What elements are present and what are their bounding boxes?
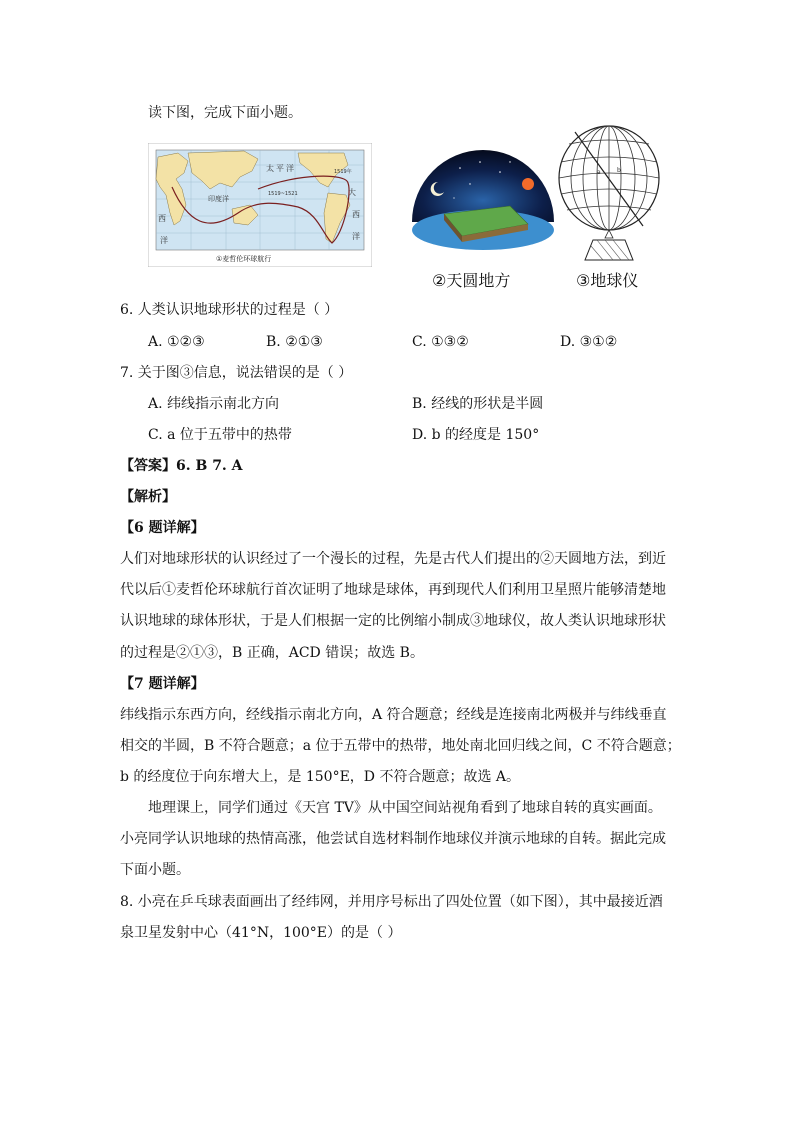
map-label-atlantic-2: 西 xyxy=(352,210,360,219)
map-label-year-a: 1519年 xyxy=(334,169,352,175)
q6-stem: 6. 人类认识地球形状的过程是（ ） xyxy=(120,302,339,318)
q6-option-a: A. ①②③ xyxy=(148,334,205,350)
q6-detail-title: 【6 题详解】 xyxy=(120,520,205,536)
q7-detail-line: b 的经度位于向东增大上，是 150°E，D 不符合题意；故选 A。 xyxy=(120,769,521,785)
heaven-earth-illustration xyxy=(410,144,556,262)
map-label-atlantic-1: 大 xyxy=(348,188,356,197)
map-label-west-2: 洋 xyxy=(160,236,168,245)
globe-illustration xyxy=(555,122,663,266)
heaven-earth-caption: ②天圆地方 xyxy=(432,271,511,290)
intro-text: 读下图，完成下面小题。 xyxy=(148,105,302,121)
q7-option-b: B. 经线的形状是半圆 xyxy=(412,396,544,412)
globe-caption: ③地球仪 xyxy=(576,271,639,290)
magellan-map xyxy=(148,143,372,267)
q7-detail-line: 纬线指示东西方向，经线指示南北方向，A 符合题意；经线是连接南北两极并与纬线垂直 xyxy=(120,707,667,723)
passage-line: 地理课上，同学们通过《天宫 TV》从中国空间站视角看到了地球自转的真实画面。 xyxy=(148,800,662,816)
q8-stem-line: 泉卫星发射中心（41°N，100°E）的是（ ） xyxy=(120,925,402,941)
q6-detail-line: 认识地球的球体形状，于是人们根据一定的比例缩小制成③地球仪，故人类认识地球形状 xyxy=(120,613,666,629)
map-label-indian: 印度洋 xyxy=(208,195,229,203)
map-label-year-b: 1519~1521 xyxy=(268,191,298,197)
map-label-west-1: 西 xyxy=(158,214,166,223)
passage-line: 小亮同学认识地球的热情高涨，他尝试自选材料制作地球仪并演示地球的自转。据此完成 xyxy=(120,831,666,847)
q7-detail-line: 相交的半圆，B 不符合题意；a 位于五带中的热带，地处南北回归线之间，C 不符合题意； xyxy=(120,738,681,754)
q7-option-c: C. a 位于五带中的热带 xyxy=(148,427,292,443)
q7-option-d: D. b 的经度是 150° xyxy=(412,427,540,443)
q8-stem-line: 8. 小亮在乒乓球表面画出了经纬网，并用序号标出了四处位置（如下图），其中最接近酒 xyxy=(120,894,663,910)
q6-detail-line: 代以后①麦哲伦环球航行首次证明了地球是球体，再到现代人们利用卫星照片能够清楚地 xyxy=(120,582,666,598)
q6-option-d: D. ③①② xyxy=(560,334,618,350)
map-label-pacific-3: 洋 xyxy=(286,164,294,173)
map-label-atlantic-3: 洋 xyxy=(352,232,360,241)
q6-option-b: B. ②①③ xyxy=(266,334,323,350)
q7-option-a: A. 纬线指示南北方向 xyxy=(148,396,280,412)
analysis-title: 【解析】 xyxy=(120,489,176,505)
q6-detail-line: 的过程是②①③，B 正确，ACD 错误；故选 B。 xyxy=(120,645,424,661)
passage-line: 下面小题。 xyxy=(120,862,190,878)
globe-point-a: a xyxy=(597,169,601,176)
answer-line: 【答案】6. B 7. A xyxy=(120,458,243,474)
q7-stem: 7. 关于图③信息，说法错误的是（ ） xyxy=(120,365,353,381)
globe-point-b: b xyxy=(617,167,621,174)
map-label-pacific-1: 太 xyxy=(266,164,274,173)
q6-option-c: C. ①③② xyxy=(412,334,469,350)
map-label-pacific-2: 平 xyxy=(276,164,284,173)
q7-detail-title: 【7 题详解】 xyxy=(120,676,205,692)
q6-detail-line: 人们对地球形状的认识经过了一个漫长的过程，先是古代人们提出的②天圆地方法，到近 xyxy=(120,551,666,567)
map-caption: ①麦哲伦环球航行 xyxy=(216,255,272,263)
